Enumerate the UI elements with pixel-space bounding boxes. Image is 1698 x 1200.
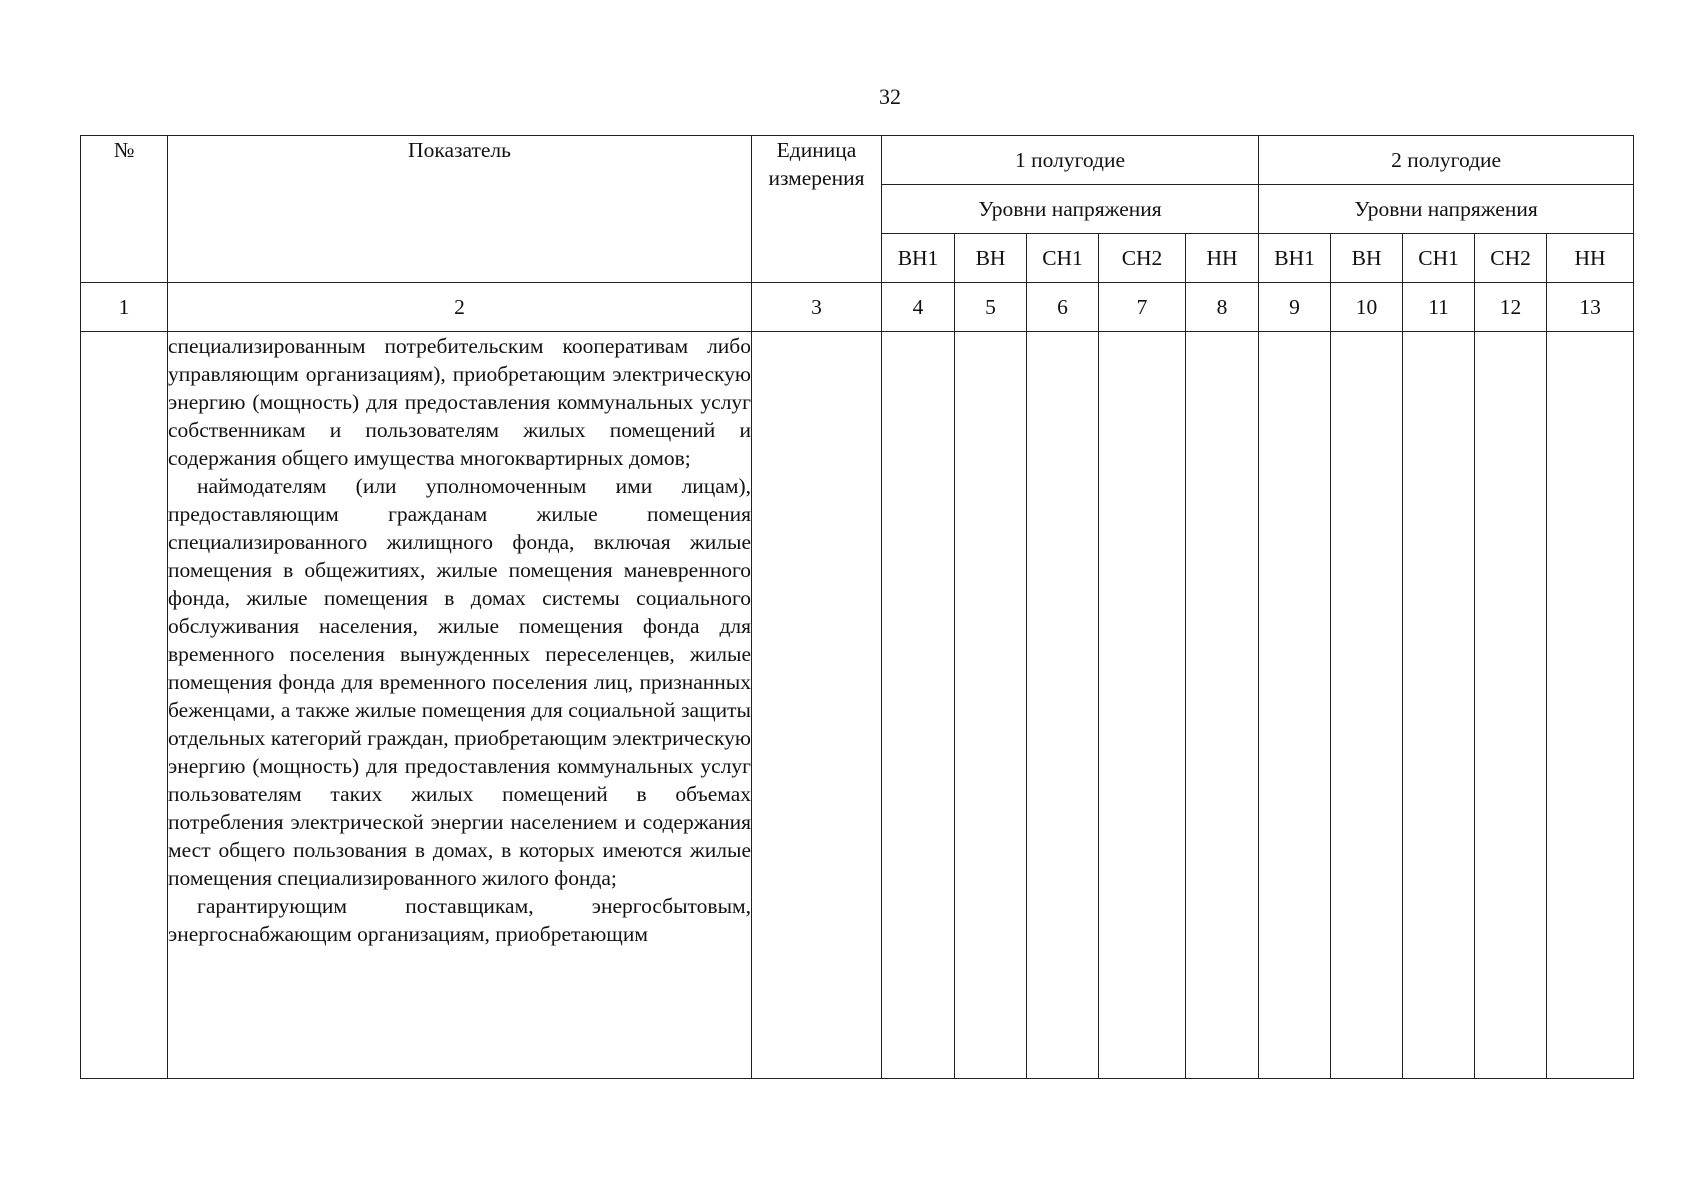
header-unit: Единица измерения xyxy=(752,136,882,283)
value-cell xyxy=(1186,332,1259,1079)
column-number: 7 xyxy=(1099,283,1186,332)
column-number: 9 xyxy=(1259,283,1331,332)
column-number: 6 xyxy=(1027,283,1099,332)
header-level-vn1-h1: ВН1 xyxy=(882,234,955,283)
header-voltage-levels-2: Уровни напряжения xyxy=(1259,185,1634,234)
indicator-paragraph: наймодателям (или уполномоченным ими лицам), предоставляющим гражданам жилые помещения специализированного жилищного фонда, включая жилые помещения в общежитиях, жилые помещения маневренного фонда, жилые помещения в домах системы социального обслуживания населения, жилые помещения фонда для временного поселения вынужденных переселенцев, жилые помещения фонда для временного поселения лиц, признанных беженцами, а также жилые помещения для социальной защиты отдельных категорий граждан, приобретающим электрическую энергию (мощность) для предоставления коммунальных услуг пользователям таких жилых помещений в объемах потребления электрической энергии населением и содержания мест общего пользования в домах, в которых имеются жилые помещения специализированного жилого фонда; xyxy=(168,474,751,890)
column-number: 12 xyxy=(1475,283,1547,332)
value-cell xyxy=(1403,332,1475,1079)
header-level-vn1-h2: ВН1 xyxy=(1259,234,1331,283)
column-number: 2 xyxy=(168,283,752,332)
page-number: 32 xyxy=(879,84,901,109)
header-level-sn1-h2: СН1 xyxy=(1403,234,1475,283)
header-indicator: Показатель xyxy=(168,136,752,283)
value-cell xyxy=(1099,332,1186,1079)
header-voltage-levels-1: Уровни напряжения xyxy=(882,185,1259,234)
indicator-paragraph: гарантирующим поставщикам, энергосбытовым, энергоснабжающим организациям, приобретающим xyxy=(168,894,751,946)
column-number: 13 xyxy=(1547,283,1634,332)
header-half-1: 1 полугодие xyxy=(882,136,1259,185)
value-cell xyxy=(1547,332,1634,1079)
value-cell xyxy=(955,332,1027,1079)
row-number-cell xyxy=(81,332,168,1079)
header-level-sn2-h2: СН2 xyxy=(1475,234,1547,283)
header-level-sn2-h1: СН2 xyxy=(1099,234,1186,283)
tariff-table xyxy=(80,135,1634,1079)
header-level-sn1-h1: СН1 xyxy=(1027,234,1099,283)
header-level-nn-h1: НН xyxy=(1186,234,1259,283)
indicator-paragraph: специализированным потребительским кооперативам либо управляющим организациям), приобретающим электрическую энергию (мощность) для предоставления коммунальных услуг собственникам и пользователям жилых помещений и содержания общего имущества многоквартирных домов; xyxy=(168,334,751,470)
value-cell xyxy=(882,332,955,1079)
value-cell xyxy=(1027,332,1099,1079)
header-half-2: 2 полугодие xyxy=(1259,136,1634,185)
header-row-1 xyxy=(81,136,1634,185)
header-level-vn-h2: ВН xyxy=(1331,234,1403,283)
value-cell xyxy=(1259,332,1331,1079)
body-row xyxy=(81,332,1634,1079)
column-number-row xyxy=(81,283,1634,332)
indicator-text-cell xyxy=(168,332,752,1079)
value-cell xyxy=(1331,332,1403,1079)
column-number: 4 xyxy=(882,283,955,332)
column-number: 11 xyxy=(1403,283,1475,332)
header-level-nn-h2: НН xyxy=(1547,234,1634,283)
header-level-vn-h1: ВН xyxy=(955,234,1027,283)
column-number: 10 xyxy=(1331,283,1403,332)
column-number: 3 xyxy=(752,283,882,332)
column-number: 1 xyxy=(81,283,168,332)
unit-cell xyxy=(752,332,882,1079)
header-number: № xyxy=(81,136,168,283)
column-number: 5 xyxy=(955,283,1027,332)
value-cell xyxy=(1475,332,1547,1079)
column-number: 8 xyxy=(1186,283,1259,332)
